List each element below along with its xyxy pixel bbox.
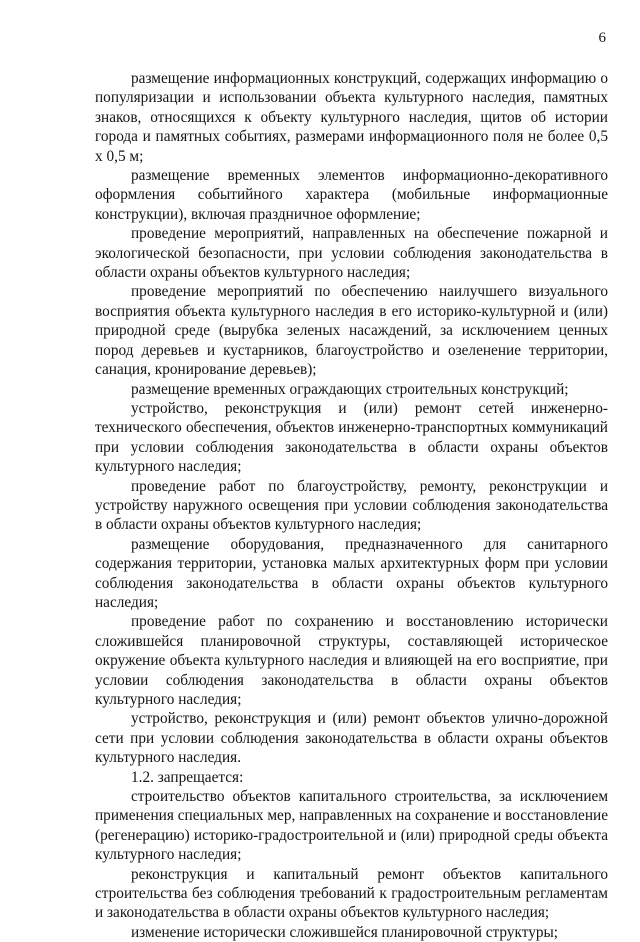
- paragraph: размещение оборудования, предназначенного для санитарного содержания территории, установка малых архитектурных форм при условии соблюдения законодательства в области охраны объектов культурного наследия;: [95, 535, 608, 611]
- paragraph: реконструкция и капитальный ремонт объектов капитального строительства без соблюдения требований к градостроительным регламентам и законодательства в области охраны объектов культурного наследия;: [95, 865, 608, 922]
- document-body: [95, 69, 608, 942]
- paragraph: проведение мероприятий, направленных на обеспечение пожарной и экологической безопасности, при условии соблюдения законодательства в области охраны объектов культурного наследия;: [95, 225, 608, 282]
- paragraph: размещение временных элементов информационно-декоративного оформления событийного характера (мобильные информационные конструкции), включая праздничное оформление;: [95, 167, 608, 223]
- paragraph: изменение исторически сложившейся планировочной структуры;: [131, 923, 559, 941]
- section-heading: 1.2. запрещается:: [131, 768, 244, 786]
- paragraph: размещение информационных конструкций, содержащих информацию о популяризации и использовании объекта культурного наследия, памятных знаков, относящихся к объекту культурного наследия, щитов об истории города и памятных событиях, размерами информационного поля не более 0,5 х 0,5 м;: [95, 70, 608, 165]
- paragraph: устройство, реконструкция и (или) ремонт сетей инженерно-технического обеспечения, объектов инженерно-транспортных коммуникаций при условии соблюдения законодательства в области охраны объектов культурного наследия;: [95, 399, 608, 476]
- paragraph: проведение работ по сохранению и восстановлению исторически сложившейся планировочной структуры, составляющей историческое окружение объекта культурного наследия и влияющей на его восприятие, при условии соблюдения законодательства в области охраны объектов культурного наследия;: [95, 613, 608, 708]
- page-number: 6: [598, 30, 606, 46]
- paragraph: устройство, реконструкция и (или) ремонт объектов улично-дорожной сети при условии соблюдения законодательства в области охраны объектов культурного наследия.: [95, 710, 608, 767]
- paragraph: проведение работ по благоустройству, ремонту, реконструкции и устройству наружного освещения при условии соблюдения законодательства в области охраны объектов культурного наследия;: [95, 477, 608, 534]
- paragraph: размещение временных ограждающих строительных конструкций;: [131, 380, 569, 398]
- paragraph: проведение мероприятий по обеспечению наилучшего визуального восприятия объекта культурного наследия в его историко-культурной и (или) природной среде (вырубка зеленых насаждений, за исключением ценных пород деревьев и кустарников, благоустройство и озеленение территории, санация, кронирование деревьев);: [95, 283, 608, 379]
- paragraph: строительство объектов капитального строительства, за исключением применения специальных мер, направленных на сохранение и восстановление (регенерацию) историко-градостроительной и (или) природной среды объекта культурного наследия;: [95, 788, 608, 864]
